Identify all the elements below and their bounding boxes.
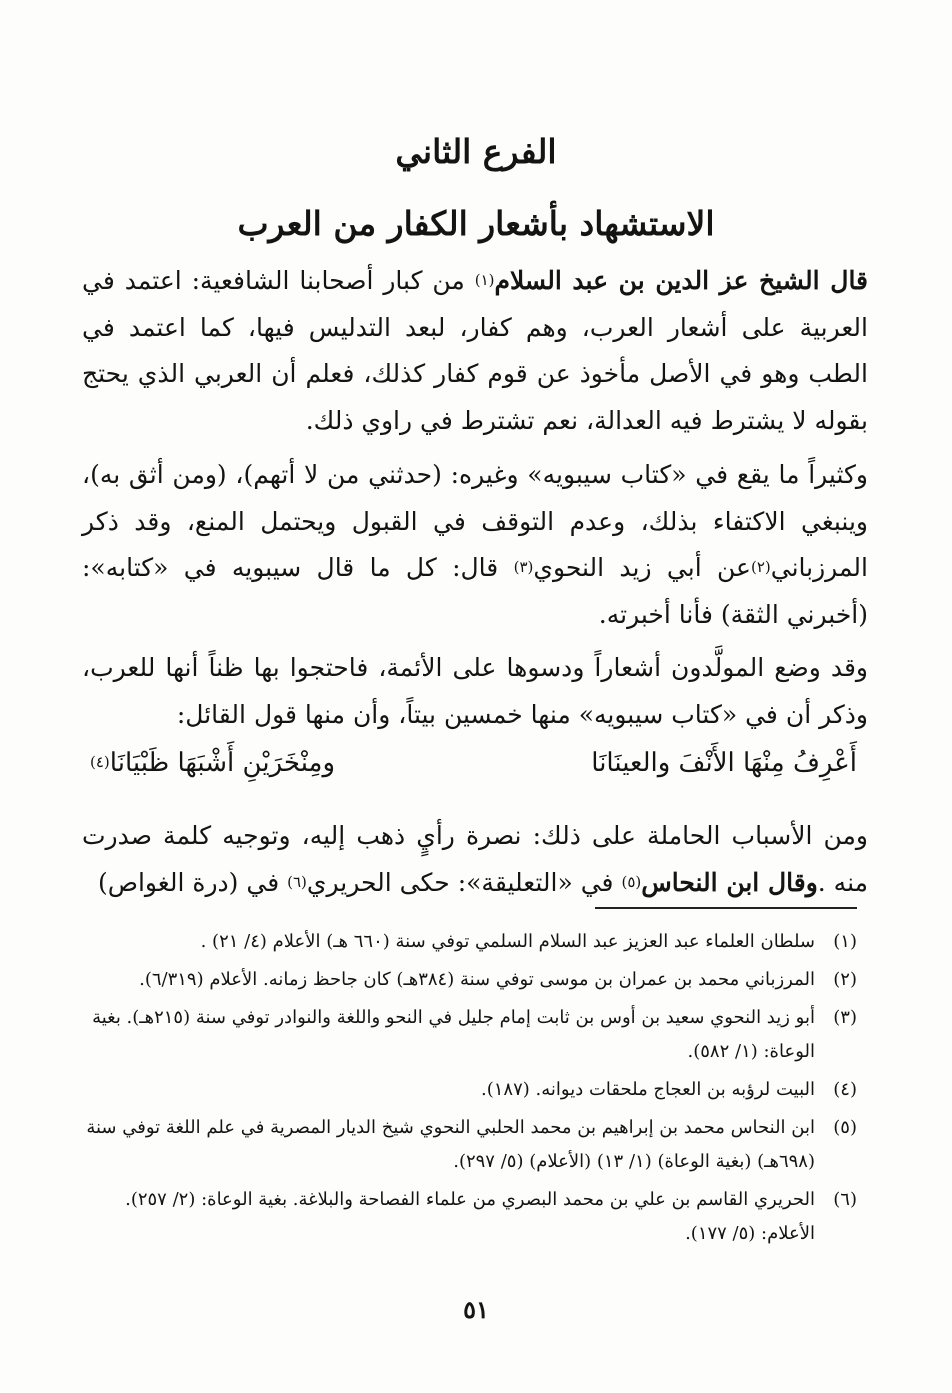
- section-heading: الفرع الثاني: [395, 132, 557, 171]
- footnote-item: [80, 1183, 857, 1251]
- footnote-item: [80, 1073, 857, 1107]
- page-number: ٥١: [463, 1295, 489, 1324]
- footnote-separator: [595, 907, 857, 909]
- paragraph-2-part-3: قال: كل ما قال سيبويه في «كتابه»: (أخبرني الثقة) فأنا أخبرته.: [82, 553, 868, 629]
- paragraph-2-part-1: وكثيراً ما يقع في «كتاب سيبويه» وغيره: (حدثني من لا أتهم)، (ومن أثق به)، وينبغي الاكتفاء بذلك، وعدم التوقف في القبول ويحتمل المنع، وقد ذكر المرزباني: [82, 460, 868, 582]
- footnote-number: (٢): [833, 969, 857, 990]
- paragraph-4-part-2: في «التعليقة»: حكى الحريري: [306, 867, 622, 897]
- paragraph-1-text: من كبار أصحابنا الشافعية: اعتمد في العربية على أشعار العرب، وهم كفار، لبعد التدليس فيها، كما اعتمد في الطب وهو في الأصل مأخوذ عن قوم كفار كذلك، فعلم أن العربي الذي يحتج بقوله لا يشترط فيه العدالة، نعم تشترط في راوي ذلك.: [82, 266, 868, 435]
- footnote-number: (٤): [833, 1079, 857, 1100]
- footnote-ref-3: (٣): [513, 558, 534, 576]
- footnote-text: سلطان العلماء عبد العزيز عبد السلام السلمي توفي سنة (٦٦٠ هـ) الأعلام (٤/ ٢١) .: [200, 931, 815, 952]
- footnote-number: (٣): [833, 1007, 857, 1028]
- footnote-ref-4: (٤): [90, 753, 110, 771]
- poetry-verse: [90, 748, 857, 798]
- ibn-nahhas-name: وقال ابن النحاس: [641, 867, 818, 897]
- paragraph-1: [82, 258, 868, 444]
- chapter-title: الاستشهاد بأشعار الكفار من العرب: [237, 204, 715, 243]
- verse-second-hemistich: ومِنْخَرَيْنِ أَشْبَهَا ظَبْيَانَا: [109, 748, 336, 778]
- footnote-number: (٥): [833, 1117, 857, 1138]
- footnote-text: أبو زيد النحوي سعيد بن أوس بن ثابت إمام جليل في النحو واللغة والنوادر توفي سنة (٢١٥هـ). بغية الوعاة: (١/ ٥٨٢).: [92, 1007, 815, 1062]
- paragraph-2: [82, 452, 868, 638]
- paragraph-2-part-2: عن أبي زيد النحوي: [533, 553, 751, 582]
- footnote-item: [80, 963, 857, 997]
- footnote-text: الحريري القاسم بن علي بن محمد البصري من علماء الفصاحة والبلاغة. بغية الوعاة: (٢/ ٢٥٧). الأعلام: (٥/ ١٧٧).: [125, 1189, 815, 1244]
- footnote-item: [80, 1111, 857, 1179]
- footnotes-list: [80, 925, 857, 1255]
- verse-second-hemistich-wrap: [90, 748, 335, 778]
- paragraph-4-part-3: في (درة الغواص): [97, 867, 288, 897]
- verse-first-hemistich: أَعْرِفُ مِنْهَا الأَنْفَ والعينَانَا: [591, 748, 857, 778]
- footnote-item: [80, 1001, 857, 1069]
- footnote-number: (١): [833, 931, 857, 952]
- footnote-number: (٦): [833, 1189, 857, 1210]
- footnote-item: [80, 925, 857, 959]
- paragraph-4-part-1: ومن الأسباب الحاملة على ذلك: نصرة رأيٍ ذهب إليه، وتوجيه كلمة صدرت منه .: [82, 821, 868, 897]
- footnote-ref-1: (١): [474, 271, 495, 289]
- footnote-ref-6: (٦): [287, 872, 307, 891]
- footnote-text: البيت لرؤبه بن العجاج ملحقات ديوانه. (١٨٧).: [481, 1079, 815, 1100]
- paragraph-4: [82, 813, 868, 906]
- footnote-ref-5: (٥): [621, 872, 642, 891]
- speaker-name: قال الشيخ عز الدين بن عبد السلام: [494, 266, 869, 295]
- footnote-text: المرزباني محمد بن عمران بن موسى توفي سنة (٣٨٤هـ) كان جاحظ زمانه. الأعلام (٦/٣١٩).: [139, 969, 815, 990]
- paragraph-3: وقد وضع المولَّدون أشعاراً ودسوها على الأئمة، فاحتجوا بها ظناً أنها للعرب، وذكر أن في «كتاب سيبويه» منها خمسين بيتاً، وأن منها قول القائل:: [82, 653, 868, 729]
- footnote-ref-2: (٢): [750, 558, 771, 576]
- footnote-text: ابن النحاس محمد بن إبراهيم بن محمد الحلبي النحوي شيخ الديار المصرية في علم اللغة توفي سنة (٦٩٨هـ) (بغية الوعاة) (١/ ١٣) (الأعلام) (٥/ ٢٩٧).: [86, 1117, 815, 1172]
